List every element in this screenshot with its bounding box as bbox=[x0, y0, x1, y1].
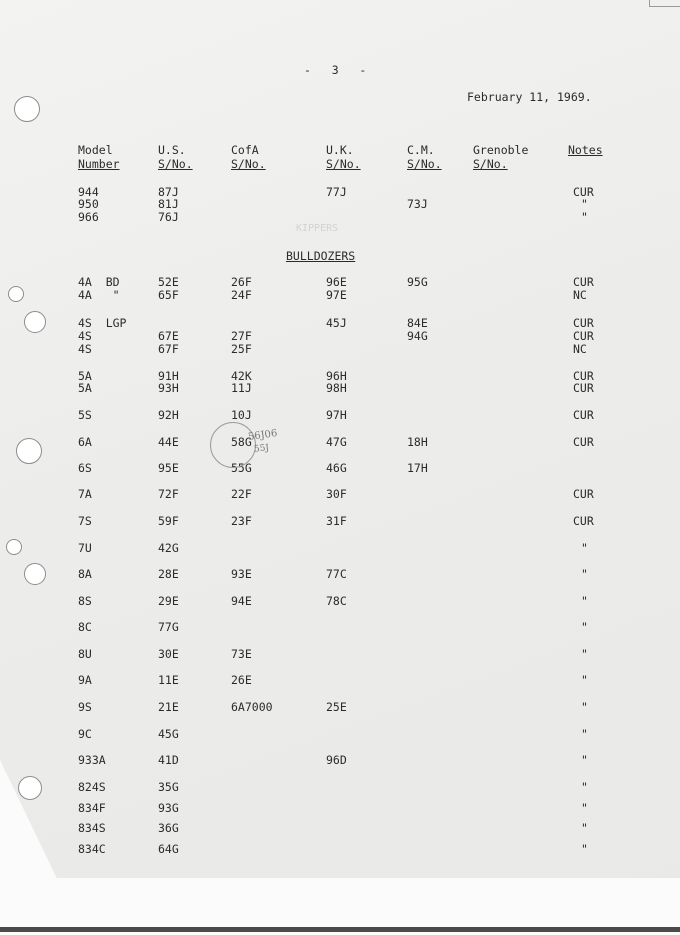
table-cell: 93E bbox=[231, 567, 252, 581]
table-cell: NC bbox=[573, 342, 587, 356]
table-cell: 7S bbox=[78, 514, 92, 528]
column-header-label: S/No. bbox=[231, 157, 266, 171]
punch-hole bbox=[6, 539, 22, 555]
section-heading: BULLDOZERS bbox=[286, 249, 356, 263]
table-cell: 26F bbox=[231, 275, 252, 289]
table-cell: 67F bbox=[158, 342, 179, 356]
table-cell: 11E bbox=[158, 673, 179, 687]
table-cell: 77C bbox=[326, 567, 347, 581]
table-cell: 29E bbox=[158, 594, 179, 608]
column-header-label: S/No. bbox=[473, 157, 508, 171]
corner-fold-mark bbox=[649, 0, 680, 7]
table-cell: 4S bbox=[78, 342, 92, 356]
table-cell: 67E bbox=[158, 329, 179, 343]
document-date: February 11, 1969. bbox=[467, 90, 592, 104]
column-header-label: S/No. bbox=[158, 157, 193, 171]
table-cell: 94E bbox=[231, 594, 252, 608]
punch-hole bbox=[16, 438, 42, 464]
table-cell: 27F bbox=[231, 329, 252, 343]
table-cell: 23F bbox=[231, 514, 252, 528]
table-cell: 96E bbox=[326, 275, 347, 289]
table-cell: 824S bbox=[78, 780, 106, 794]
table-cell: 10J bbox=[231, 408, 252, 422]
table-cell: 9A bbox=[78, 673, 92, 687]
table-cell: 77G bbox=[158, 620, 179, 634]
table-cell: " bbox=[581, 780, 588, 794]
table-cell: 42K bbox=[231, 369, 252, 383]
table-cell: 47G bbox=[326, 435, 347, 449]
table-cell: CUR bbox=[573, 435, 594, 449]
table-cell: 4S bbox=[78, 329, 92, 343]
table-cell: 8A bbox=[78, 567, 92, 581]
table-cell: 25F bbox=[231, 342, 252, 356]
column-header-label: C.M. bbox=[407, 143, 435, 157]
column-header-label: CofA bbox=[231, 143, 259, 157]
table-cell: 96D bbox=[326, 753, 347, 767]
table-cell: 22F bbox=[231, 487, 252, 501]
table-cell: CUR bbox=[573, 408, 594, 422]
table-cell: 95E bbox=[158, 461, 179, 475]
table-cell: 58G bbox=[231, 435, 252, 449]
table-cell: 7U bbox=[78, 541, 92, 555]
table-cell: 72F bbox=[158, 487, 179, 501]
table-cell: 28E bbox=[158, 567, 179, 581]
table-cell: 18H bbox=[407, 435, 428, 449]
table-cell: 95G bbox=[407, 275, 428, 289]
punch-hole bbox=[24, 563, 46, 585]
punch-hole bbox=[24, 311, 46, 333]
punch-hole bbox=[8, 286, 24, 302]
table-cell: 73E bbox=[231, 647, 252, 661]
table-cell: CUR bbox=[573, 316, 594, 330]
table-cell: CUR bbox=[573, 185, 594, 199]
table-cell: 9S bbox=[78, 700, 92, 714]
table-cell: 30E bbox=[158, 647, 179, 661]
column-header-label: S/No. bbox=[326, 157, 361, 171]
table-cell: 966 bbox=[78, 210, 99, 224]
column-header-label: Number bbox=[78, 157, 120, 171]
table-cell: 77J bbox=[326, 185, 347, 199]
faded-text: KIPPERS bbox=[296, 223, 339, 234]
table-cell: 5A bbox=[78, 381, 92, 395]
table-cell: 96H bbox=[326, 369, 347, 383]
table-cell: " bbox=[581, 197, 588, 211]
table-cell: 64G bbox=[158, 842, 179, 856]
table-cell: " bbox=[581, 801, 588, 815]
table-cell: 42G bbox=[158, 541, 179, 555]
table-cell: " bbox=[581, 727, 588, 741]
table-cell: " bbox=[581, 842, 588, 856]
table-cell: " bbox=[581, 673, 588, 687]
table-cell: 44E bbox=[158, 435, 179, 449]
table-cell: " bbox=[581, 700, 588, 714]
table-cell: 834S bbox=[78, 821, 106, 835]
table-cell: CUR bbox=[573, 369, 594, 383]
table-cell: 30F bbox=[326, 487, 347, 501]
column-header-label: Model bbox=[78, 143, 113, 157]
handwritten-note: 55J bbox=[253, 443, 270, 455]
table-cell: CUR bbox=[573, 275, 594, 289]
punch-hole bbox=[14, 96, 40, 122]
table-cell: 21E bbox=[158, 700, 179, 714]
table-cell: " bbox=[581, 541, 588, 555]
table-cell: " bbox=[581, 210, 588, 224]
table-cell: 4S LGP bbox=[78, 316, 127, 330]
table-cell: 46G bbox=[326, 461, 347, 475]
table-cell: 41D bbox=[158, 753, 179, 767]
punch-hole bbox=[18, 776, 42, 800]
table-cell: 8S bbox=[78, 594, 92, 608]
table-cell: 25E bbox=[326, 700, 347, 714]
scan-edge-line bbox=[0, 927, 680, 932]
table-cell: 31F bbox=[326, 514, 347, 528]
table-cell: 6S bbox=[78, 461, 92, 475]
table-cell: 8C bbox=[78, 620, 92, 634]
table-cell: 24F bbox=[231, 288, 252, 302]
table-cell: 59F bbox=[158, 514, 179, 528]
table-cell: 5A bbox=[78, 369, 92, 383]
table-cell: 94G bbox=[407, 329, 428, 343]
table-cell: 35G bbox=[158, 780, 179, 794]
table-cell: 97H bbox=[326, 408, 347, 422]
table-cell: CUR bbox=[573, 514, 594, 528]
table-cell: 52E bbox=[158, 275, 179, 289]
table-cell: 950 bbox=[78, 197, 99, 211]
table-cell: 36G bbox=[158, 821, 179, 835]
table-cell: " bbox=[581, 753, 588, 767]
table-cell: CUR bbox=[573, 381, 594, 395]
table-cell: 6A bbox=[78, 435, 92, 449]
column-header-label: U.K. bbox=[326, 143, 354, 157]
table-cell: 78C bbox=[326, 594, 347, 608]
column-header-label: Grenoble bbox=[473, 143, 529, 157]
table-cell: 6A7000 bbox=[231, 700, 273, 714]
table-cell: 97E bbox=[326, 288, 347, 302]
column-header-label: S/No. bbox=[407, 157, 442, 171]
table-cell: 65F bbox=[158, 288, 179, 302]
table-cell: 55G bbox=[231, 461, 252, 475]
table-cell: 93H bbox=[158, 381, 179, 395]
table-cell: 26E bbox=[231, 673, 252, 687]
table-cell: CUR bbox=[573, 487, 594, 501]
table-cell: 933A bbox=[78, 753, 106, 767]
table-cell: 4A BD bbox=[78, 275, 120, 289]
table-cell: 5S bbox=[78, 408, 92, 422]
table-cell: 91H bbox=[158, 369, 179, 383]
table-cell: 87J bbox=[158, 185, 179, 199]
table-cell: 8U bbox=[78, 647, 92, 661]
page-number: - 3 - bbox=[304, 63, 367, 77]
handwritten-circle bbox=[210, 422, 256, 468]
table-cell: CUR bbox=[573, 329, 594, 343]
table-cell: 834F bbox=[78, 801, 106, 815]
column-header-label: Notes bbox=[568, 143, 603, 157]
table-cell: " bbox=[581, 821, 588, 835]
table-cell: 944 bbox=[78, 185, 99, 199]
table-cell: 81J bbox=[158, 197, 179, 211]
table-cell: 4A " bbox=[78, 288, 120, 302]
table-cell: 17H bbox=[407, 461, 428, 475]
table-cell: NC bbox=[573, 288, 587, 302]
table-cell: 93G bbox=[158, 801, 179, 815]
table-cell: 45J bbox=[326, 316, 347, 330]
table-cell: 45G bbox=[158, 727, 179, 741]
table-cell: 7A bbox=[78, 487, 92, 501]
table-cell: 73J bbox=[407, 197, 428, 211]
table-cell: " bbox=[581, 567, 588, 581]
table-cell: 98H bbox=[326, 381, 347, 395]
handwritten-note: 56J06 bbox=[247, 428, 279, 443]
table-cell: 11J bbox=[231, 381, 252, 395]
table-cell: 92H bbox=[158, 408, 179, 422]
column-header-label: U.S. bbox=[158, 143, 186, 157]
table-cell: 834C bbox=[78, 842, 106, 856]
table-cell: 9C bbox=[78, 727, 92, 741]
table-cell: " bbox=[581, 647, 588, 661]
table-cell: " bbox=[581, 594, 588, 608]
table-cell: 76J bbox=[158, 210, 179, 224]
table-cell: " bbox=[581, 620, 588, 634]
table-cell: 84E bbox=[407, 316, 428, 330]
